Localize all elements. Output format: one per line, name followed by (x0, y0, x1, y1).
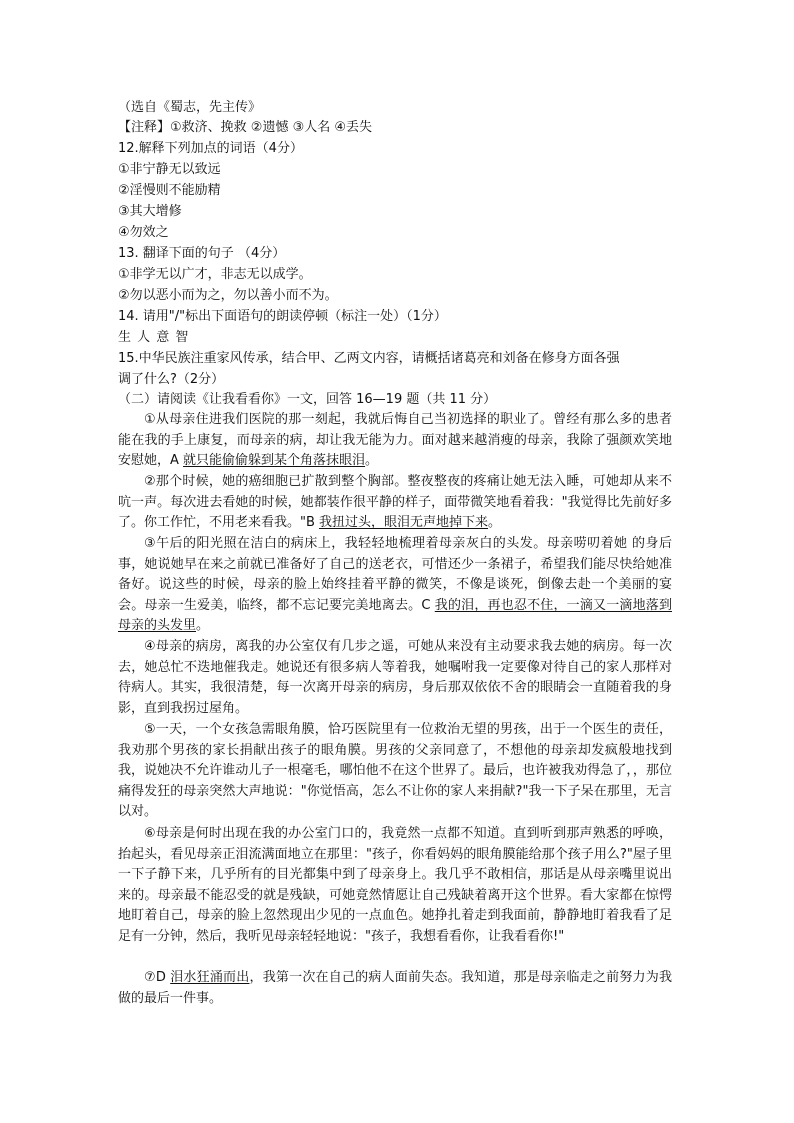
question-13-item-1: ①非学无以广才，非志无以成学。 (118, 267, 312, 282)
question-12-item-2: ②淫慢则不能励精 (118, 183, 221, 198)
underlined-sentence-a: 就只能偷偷躲到某个角落抹眼泪 (183, 453, 366, 469)
paragraph-2 (118, 472, 672, 534)
question-12: 12.解释下列加点的词语（4分） (118, 141, 303, 156)
source-line: （选自《蜀志，先主传》 (118, 100, 262, 115)
question-13: 13. 翻译下面的句子 （4分） (118, 246, 286, 261)
paragraph-7-text: ，我第一次在自己的病人面前失态。我知道，那是母亲临走之前努力为我做的最后一件事。 (118, 970, 672, 1006)
paragraph-1 (118, 410, 672, 472)
paragraph-2-end: 。 (488, 515, 502, 531)
paragraph-3-text: ③午后的阳光照在洁白的病床上，我轻轻地梳理着母亲灰白的头发。母亲唠叨着她 的身后事，她说她早在来之前就已准备好了自己的送老衣，可惜还少一条裙子，希望我们能尽快给她准备好。说这些的时候，母亲的脸上始终挂着平静的微笑，不像是谈死，倒像去赴一个美丽的宴会。母亲一生爱美，临终，都不忘记要完美地离去。C (118, 536, 672, 613)
question-14: 14. 请用"/"标出下面语句的朗读停顿（标注一处）（1分） (118, 309, 447, 324)
paragraph-6: ⑥母亲是何时出现在我的办公室门口的，我竟然一点都不知道。直到听到那声熟悉的呼唤，抬起头，看见母亲正泪流满面地立在那里："孩子，你看妈妈的眼角膜能给那个孩子用么?"屋子里一下子静下来，几乎所有的目光都集中到了母亲身上。我几乎不敢相信，那话是从母亲嘴里说出来的。母亲最不能忍受的就是残缺，可她竟然情愿让自己残缺着离开这个世界。看大家都在惊愕地盯着自己，母亲的脸上忽然现出少见的一点血色。她挣扎着走到我面前，静静地盯着我看了足足有一分钟，然后，我听见母亲轻轻地说："孩子，我想看看你，让我看看你!" (118, 826, 672, 944)
paragraph-3-end: 。 (196, 618, 210, 634)
question-14-text: 生 人 意 智 (118, 330, 190, 345)
paragraph-1-text: ①从母亲住进我们医院的那一刻起，我就后悔自己当初选择的职业了。曾经有那么多的患者能在我的手上康复，而母亲的病，却让我无能为力。面对越来越消瘦的母亲，我除了强颜欢笑地安慰她，A (118, 412, 672, 469)
underlined-sentence-b: 我扭过头，眼泪无声地掉下来 (319, 515, 489, 531)
paragraph-2-text: ②那个时候，她的癌细胞已扩散到整个胸部。整夜整夜的疼痛让她无法入睡，可她却从来不吭一声。每次进去看她的时候，她都装作很平静的样子，面带微笑地看着我："我觉得比先前好多了。你工作忙，不用老来看我。"B (118, 474, 672, 531)
paragraph-7 (118, 968, 672, 1009)
question-12-item-1: ①非宁静无以致远 (118, 162, 221, 177)
paragraph-1-end: 。 (365, 453, 379, 469)
question-15-line-2: 调了什么?（2分） (118, 372, 225, 387)
question-12-item-4: ④勿效之 (118, 225, 169, 240)
question-13-item-2: ②勿以恶小而为之，勿以善小而不为。 (118, 288, 338, 303)
question-15-line-1: 15.中华民族注重家风传承，结合甲、乙两文内容，请概括诸葛亮和刘备在修身方面各强 (118, 351, 620, 366)
question-12-item-3: ③其大增修 (118, 204, 182, 219)
paragraph-3 (118, 534, 672, 637)
paragraph-7-start: ⑦D (144, 970, 171, 985)
underlined-sentence-c: 我的泪，再也忍不住，一滴又一滴地落到母亲的头发里 (118, 597, 672, 634)
paragraph-4: ④母亲的病房，离我的办公室仅有几步之遥，可她从来没有主动要求我去她的病房。每一次去，她总忙不迭地催我走。她说还有很多病人等着我，她嘱咐我一定要像对待自己的家人那样对待病人。其实，我很清楚，每一次离开母亲的病房，身后那双依依不舍的眼睛会一直随着我的身影，直到我拐过屋角。 (118, 639, 672, 716)
paragraph-5: ⑤一天，一个女孩急需眼角膜，恰巧医院里有一位救治无望的男孩，出于一个医生的责任，我劝那个男孩的家长捐献出孩子的眼角膜。男孩的父亲同意了，不想他的母亲却发疯般地找到我，说她决不允许谁动儿子一根毫毛，哪怕他不在这个世界了。最后，也许被我劝得急了，，那位痛得发狂的母亲突然大声地说："你觉悟高，怎么不让你的家人来捐献?"我一下子呆在那里，无言以对。 (118, 722, 672, 820)
underlined-sentence-d: 泪水狂涌而出 (170, 970, 250, 985)
section-2-heading: （二）请阅读《让我看看你》一文，回答 16—19 题（共 11 分） (118, 392, 497, 407)
annotation-line: 【注释】①救济、挽救 ②遗憾 ③人名 ④丢失 (118, 120, 373, 135)
